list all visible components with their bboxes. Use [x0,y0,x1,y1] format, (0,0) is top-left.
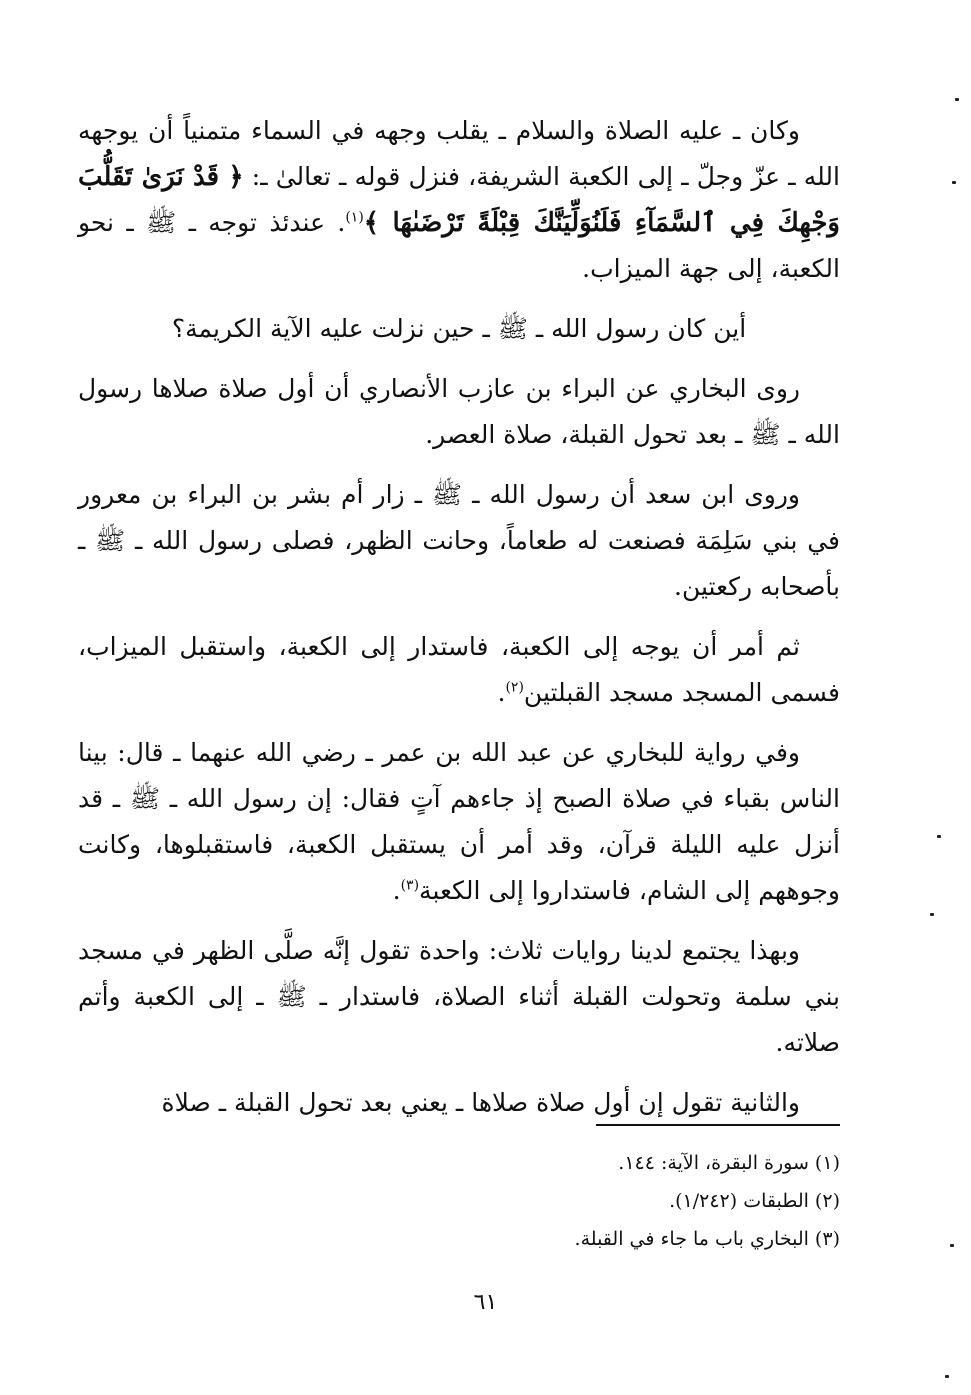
paragraph-5 [78,624,840,716]
body-text [78,108,840,1140]
footnote-divider [596,1124,840,1126]
paragraph-1-intro: وكان ـ عليه الصلاة والسلام ـ يقلب وجهه في السماء متمنياً أن يوجهه الله ـ عزّ وجلّ ـ إلى الكعبة الشريفة، فنزل قوله ـ تعالىٰ ـ: [78,116,840,191]
footnote-3: (٣) البخاري باب ما جاء في القبلة. [574,1228,840,1250]
paragraph-3: روى البخاري عن البراء بن عازب الأنصاري أن أول صلاة صلاها رسول الله ـ ﷺ ـ بعد تحول القبلة، صلاة العصر. [78,374,840,449]
footnote-ref-1: (١) [345,209,364,226]
scan-speck [952,181,956,184]
paragraph-7: وبهذا يجتمع لدينا روايات ثلاث: واحدة تقول إنَّه صلَّى الظهر في مسجد بني سلمة وتحولت القبلة أثناء الصلاة، فاستدار ـ ﷺ ـ إلى الكعبة وأتم صلاته. [78,936,840,1057]
scan-speck [955,98,959,101]
paragraph-1-end: . عندئذ توجه ـ ﷺ ـ نحو الكعبة، إلى جهة الميزاب. [78,208,840,283]
paragraph-8: والثانية تقول إن أول صلاة صلاها ـ يعني بعد تحول القبلة ـ صلاة [161,1088,800,1117]
paragraph-2: أين كان رسول الله ـ ﷺ ـ حين نزلت عليه الآية الكريمة؟ [171,314,747,343]
scan-speck [930,913,934,916]
paragraph-6 [78,730,840,914]
footnote-ref-2: (٢) [505,679,524,696]
footnotes [480,1144,840,1258]
footnote-ref-3: (٣) [400,877,420,894]
scan-speck [945,1375,949,1378]
scan-speck [950,1244,954,1247]
paragraph-6-text: وفي رواية للبخاري عن عبد الله بن عمر ـ رضي الله عنهما ـ قال: بينا الناس بقباء في صلاة الصبح إذ جاءهم آتٍ فقال: إن رسول الله ـ ﷺ ـ قد أنزل عليه الليلة قرآن، وقد أمر أن يستقبل الكعبة، فاستقبلوها، وكانت وجوههم إلى الشام، فاستداروا إلى الكعبة [78,738,840,905]
paragraph-5-end: . [497,678,506,707]
paragraph-4: وروى ابن سعد أن رسول الله ـ ﷺ ـ زار أم بشر بن البراء بن معرور في بني سَلِمَة فصنعت له طعاماً، وحانت الظهر، فصلى رسول الله ـ ﷺ ـ بأصحابه ركعتين. [78,480,840,601]
footnote-1: (١) سورة البقرة، الآية: ١٤٤. [618,1152,840,1174]
footnote-2: (٢) الطبقات (١/٢٤٢). [669,1190,840,1212]
paragraph-6-end: . [392,876,401,905]
scan-speck [937,835,941,838]
quran-verse: ﴿ قَدْ نَرَىٰ تَقَلُّبَ وَجْهِكَ فِي ٱلسَّمَآءِ فَلَنُوَلِّيَنَّكَ قِبْلَةً تَرْضَىٰهَا ﴾ [78,162,840,238]
paragraph-5-text: ثم أمر أن يوجه إلى الكعبة، فاستدار إلى الكعبة، واستقبل الميزاب، فسمى المسجد مسجد القبلتين [78,632,840,707]
page-number: ٦١ [473,1290,498,1315]
paragraph-1 [78,108,840,292]
